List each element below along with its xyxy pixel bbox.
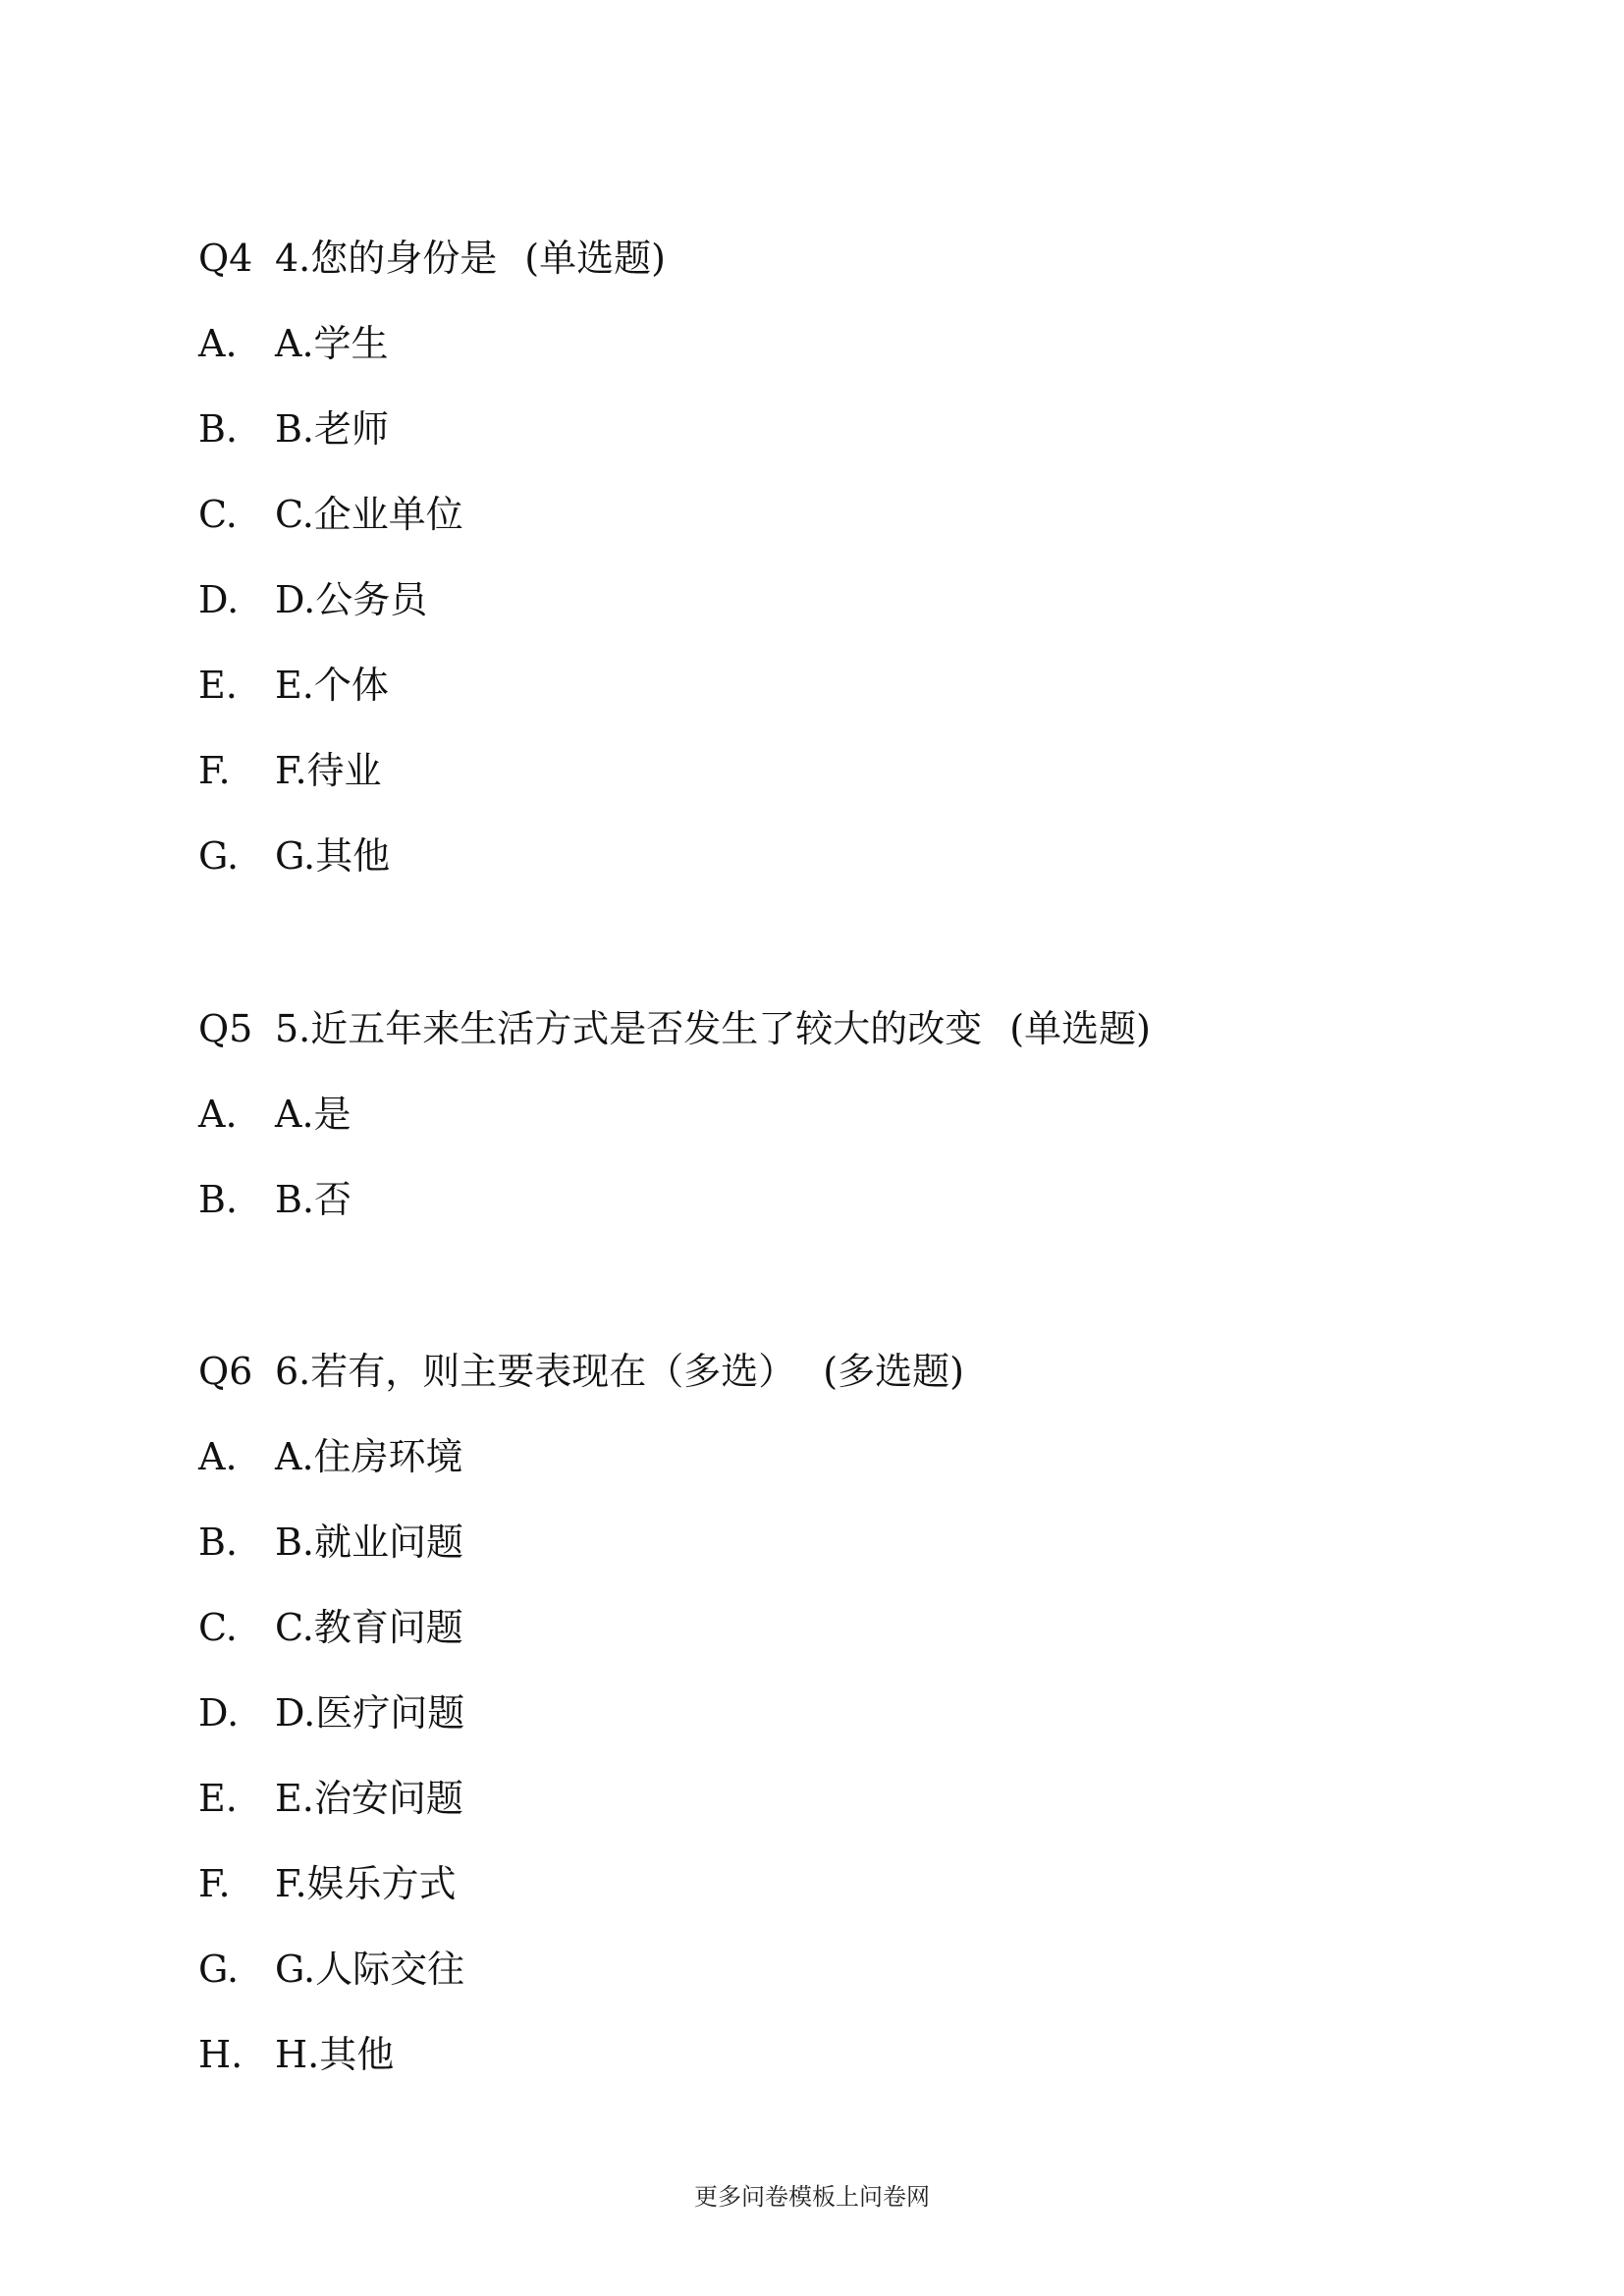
option-key: F. xyxy=(198,1861,231,1905)
question-q5 xyxy=(198,986,1475,1242)
option-key: C. xyxy=(198,492,238,536)
option-label: E.个体 xyxy=(275,663,389,707)
option-row xyxy=(198,1670,1475,1755)
option-row xyxy=(198,1499,1475,1584)
question-title-line xyxy=(198,215,1475,300)
option-key: A. xyxy=(198,1434,238,1478)
option-label: H.其他 xyxy=(275,2032,395,2076)
option-row xyxy=(198,1755,1475,1841)
option-key: F. xyxy=(198,748,231,792)
question-type: (单选题) xyxy=(524,236,666,280)
question-type: (单选题) xyxy=(1009,1006,1151,1050)
option-label: G.其他 xyxy=(275,833,391,878)
option-label: B.老师 xyxy=(275,406,390,451)
question-q4 xyxy=(198,215,1475,898)
option-row xyxy=(198,557,1475,642)
option-label: A.住房环境 xyxy=(275,1434,463,1478)
option-label: A.学生 xyxy=(275,321,389,365)
option-label: B.就业问题 xyxy=(275,1520,464,1564)
option-key: E. xyxy=(198,663,238,707)
option-label: C.教育问题 xyxy=(275,1605,463,1649)
option-row xyxy=(198,1414,1475,1499)
option-key: H. xyxy=(198,2032,244,2076)
option-row xyxy=(198,813,1475,898)
question-title: 4.您的身份是 xyxy=(275,236,498,280)
option-key: C. xyxy=(198,1605,238,1649)
option-row xyxy=(198,642,1475,727)
option-label: A.是 xyxy=(275,1092,352,1136)
option-key: D. xyxy=(198,577,240,621)
option-label: F.待业 xyxy=(275,748,382,792)
option-key: B. xyxy=(198,1177,239,1221)
option-label: B.否 xyxy=(275,1177,352,1221)
option-row xyxy=(198,1926,1475,2011)
option-label: D.医疗问题 xyxy=(275,1690,465,1735)
question-title-line xyxy=(198,1328,1475,1414)
option-key: G. xyxy=(198,1947,240,1991)
option-label: G.人际交往 xyxy=(275,1947,465,1991)
option-row xyxy=(198,300,1475,386)
question-title: 6.若有，则主要表现在（多选） xyxy=(275,1349,796,1393)
option-row xyxy=(198,1156,1475,1242)
option-row xyxy=(198,1071,1475,1156)
question-number: Q6 xyxy=(198,1349,253,1393)
question-number: Q4 xyxy=(198,236,253,280)
option-row xyxy=(198,471,1475,557)
option-key: A. xyxy=(198,321,238,365)
option-key: B. xyxy=(198,406,239,451)
option-row xyxy=(198,1584,1475,1670)
option-key: E. xyxy=(198,1776,238,1820)
option-label: C.企业单位 xyxy=(275,492,463,536)
option-key: D. xyxy=(198,1690,240,1735)
question-q6 xyxy=(198,1328,1475,2097)
option-row xyxy=(198,2011,1475,2097)
option-label: E.治安问题 xyxy=(275,1776,463,1820)
option-key: B. xyxy=(198,1520,239,1564)
option-label: F.娱乐方式 xyxy=(275,1861,457,1905)
question-title: 5.近五年来生活方式是否发生了较大的改变 xyxy=(275,1006,983,1050)
option-key: A. xyxy=(198,1092,238,1136)
question-title-line xyxy=(198,986,1475,1071)
option-label: D.公务员 xyxy=(275,577,428,621)
question-number: Q5 xyxy=(198,1006,253,1050)
question-type: (多选题) xyxy=(823,1349,964,1393)
option-row xyxy=(198,727,1475,813)
option-row xyxy=(198,386,1475,471)
option-row xyxy=(198,1841,1475,1926)
page-footer: 更多问卷模板上问卷网 xyxy=(694,2183,930,2211)
option-key: G. xyxy=(198,833,240,878)
